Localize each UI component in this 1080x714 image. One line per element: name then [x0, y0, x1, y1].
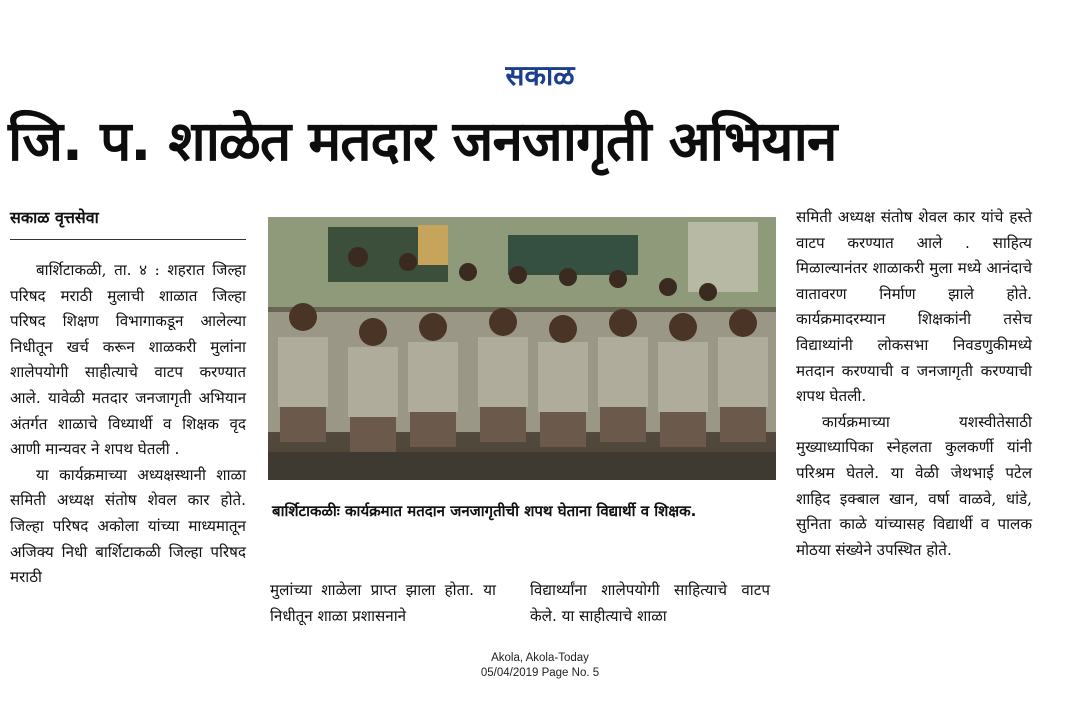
- footer-date-page: 05/04/2019 Page No. 5: [480, 667, 600, 679]
- paragraph: या कार्यक्रमाच्या अध्यक्षस्थानी शाळा समिती अध्यक्ष संतोष शेवल कार होते. जिल्हा परिषद अकोला यांच्या माध्यमातून अजिक्य निधी बार्शिटाकळी जिल्हा परिषद मराठी: [10, 465, 246, 587]
- article-column-2: [270, 578, 496, 629]
- students-photo-illustration: [268, 217, 776, 480]
- photo-caption: बार्शिटाकळीः कार्यक्रमात मतदान जनजागृतीची शपथ घेताना विद्यार्थी व शिक्षक.: [272, 502, 697, 520]
- paragraph: समिती अध्यक्ष संतोष शेवल कार यांचे हस्ते वाटप करण्यात आले . साहित्य मिळाल्यानंतर शाळाकरी मुला मध्ये आनंदाचे वातावरण निर्माण झाले होते. कार्यक्रमादरम्यान शिक्षकांनी तसेच विद्याथ्यांनी लोकसभा निवडणुकीमध्ये मतदान करण्याची व जनजागृती करण्याची शपथ घेतली.: [796, 208, 1032, 406]
- paragraph: कार्यक्रमाच्या यशस्वीतेसाठी मुख्याध्यापिका स्नेहलता कुलकर्णी यांनी परिश्रम घेतले. या वेळी जेथभाई पटेल शाहिद इक्बाल खान, वर्षा वाळवे, धांडे, सुनिता काळे यांच्यासह विद्यार्थी व पालक मोठया संख्येने उपस्थित होते.: [796, 412, 1032, 559]
- byline: सकाळ वृत्तसेवा: [10, 208, 99, 227]
- article-column-1: [10, 258, 246, 591]
- page-footer: [0, 651, 1080, 681]
- article-column-4: [796, 205, 1032, 563]
- paragraph: विद्यार्थ्यांना शालेपयोगी साहित्याचे वाटप केले. या साहीत्याचे शाळा: [530, 581, 770, 625]
- classroom-photo: [268, 217, 776, 480]
- paragraph: मुलांच्या शाळेला प्राप्त झाला होता. या निधीतून शाळा प्रशासनाने: [270, 581, 496, 625]
- newspaper-masthead: सकाळ: [505, 59, 575, 92]
- article-column-3: [530, 578, 770, 629]
- paragraph: बार्शिटाकळी, ता. ४ : शहरात जिल्हा परिषद मराठी मुलाची शाळात जिल्हा परिषद शिक्षण विभागाकडून आलेल्या निधीतून खर्च करून शाळकरी मुलांना शालेपयोगी साहीत्याचे वाटप करण्यात आले. यावेळी मतदार जनजागृती अभियान अंतर्गत शाळाचे विध्यार्थी व शिक्षक वृद आणी मान्यवर ने शपथ घेतली .: [10, 261, 246, 459]
- byline-divider: [10, 239, 246, 240]
- headline: जि. प. शाळेत मतदार जनजागृती अभियान: [8, 109, 837, 173]
- footer-source: Akola, Akola-Today: [491, 652, 589, 664]
